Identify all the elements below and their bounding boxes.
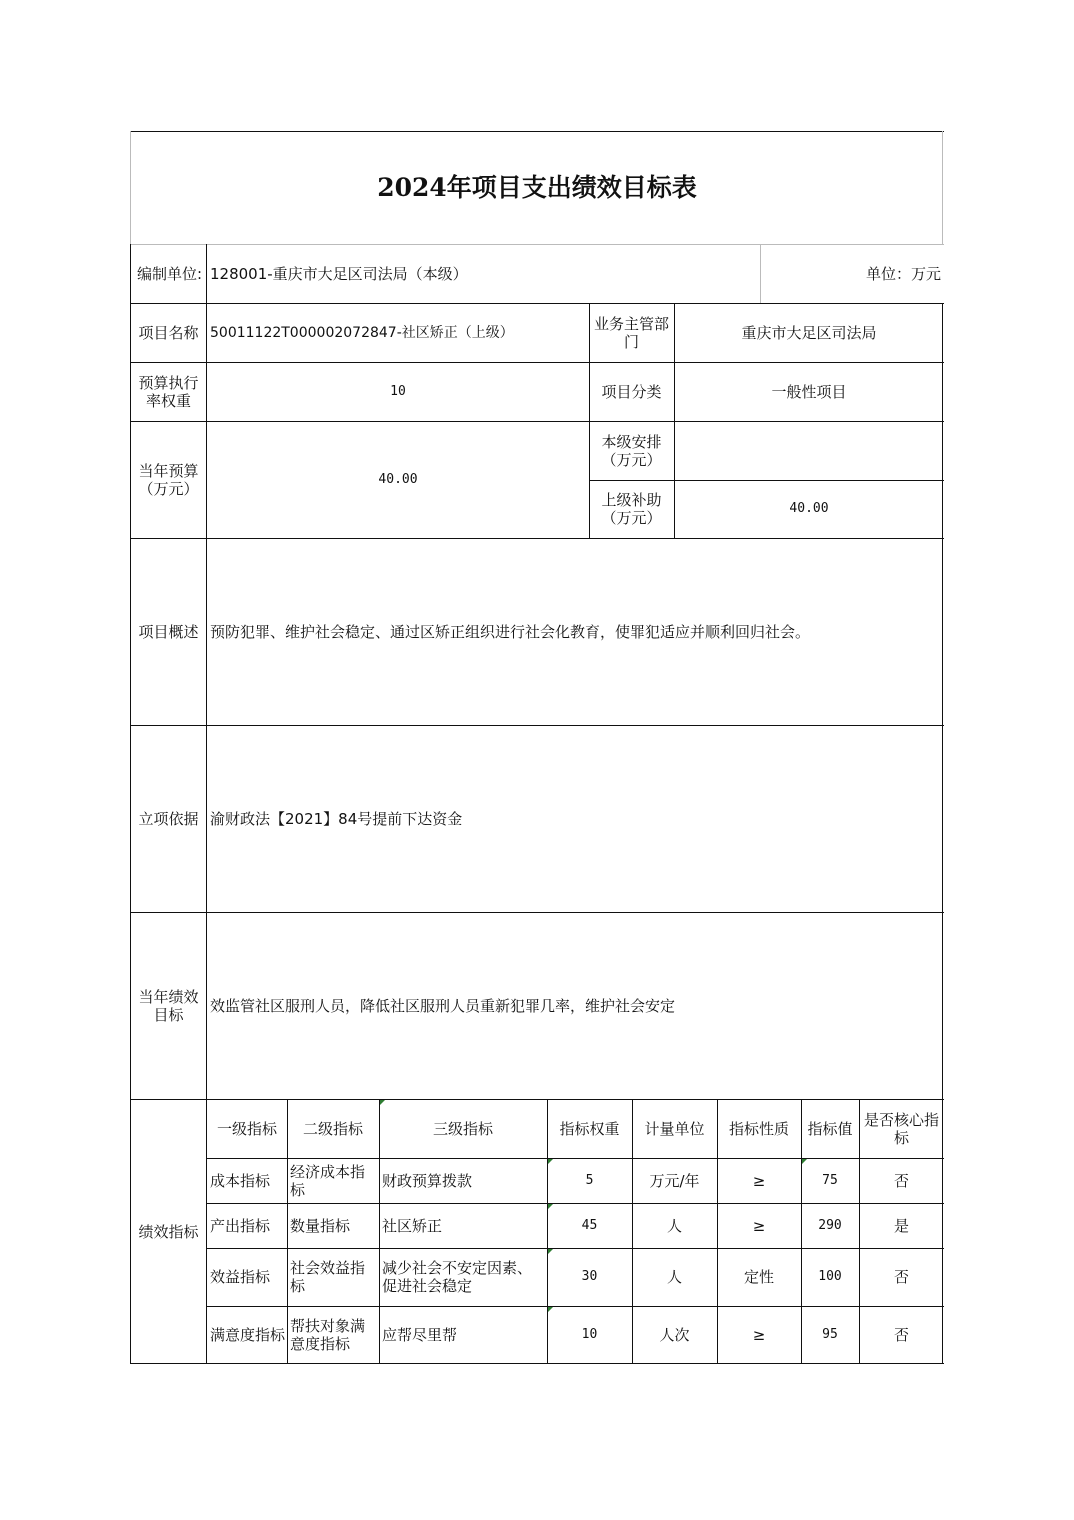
indicator-row3-unit: 人: [666, 1268, 682, 1286]
performance-target-sheet: [130, 131, 944, 1364]
indicators-label: 绩效指标: [138, 1222, 199, 1241]
grid-line: [130, 244, 131, 1364]
indicator-row3-core: 否: [893, 1268, 909, 1286]
indicator-header-level2: 二级指标: [302, 1119, 363, 1138]
indicator-row1-core: 否: [893, 1171, 909, 1190]
overview-label: 项目概述: [138, 622, 199, 641]
indicator-row1-level2: 经济成本指标: [290, 1162, 366, 1199]
indicator-header-unit: 计量单位: [644, 1119, 705, 1138]
indicator-row3-level3: 减少社会不安定因素、促进社会稳定: [382, 1259, 533, 1295]
grid-line: [801, 1099, 802, 1364]
supervising-dept-label: 业务主管部门: [593, 314, 669, 351]
grid-line: [717, 1099, 718, 1364]
grid-line: [130, 244, 944, 245]
grid-line: [130, 303, 944, 304]
grid-line: [207, 1248, 944, 1249]
indicator-row4-level2: 帮扶对象满意度指标: [290, 1317, 366, 1353]
grid-line: [130, 1363, 944, 1364]
grid-line: [130, 538, 944, 539]
grid-line: [130, 131, 944, 132]
indicator-row3-level2: 社会效益指标: [290, 1259, 366, 1295]
grid-line: [130, 131, 131, 244]
indicator-row1-nature: ≥: [752, 1171, 766, 1190]
compiling-unit-label: 编制单位:: [137, 264, 203, 283]
local-arrangement-value: [674, 421, 944, 480]
grid-line: [207, 1306, 944, 1307]
grid-line: [589, 303, 590, 538]
indicator-header-level3: 三级指标: [432, 1119, 493, 1138]
project-name-value: 50011122T000002072847-社区矫正（上级）: [210, 324, 514, 341]
indicator-row4-level3: 应帮尽里帮: [382, 1326, 458, 1344]
superior-subsidy-value: 40.00: [789, 501, 829, 516]
superior-subsidy-label: 上级补助（万元）: [601, 491, 662, 527]
indicator-row1-level3: 财政预算拨款: [382, 1171, 473, 1190]
indicator-row3-value: 100: [818, 1269, 842, 1284]
project-category-label: 项目分类: [601, 382, 662, 401]
basis-value: 渝财政法【2021】84号提前下达资金: [210, 809, 463, 828]
grid-line: [130, 725, 944, 726]
grid-line: [942, 131, 943, 244]
indicator-row2-core: 是: [893, 1216, 909, 1235]
indicator-row1-unit: 万元/年: [649, 1171, 700, 1190]
grid-line: [207, 1158, 944, 1159]
local-arrangement-label: 本级安排（万元）: [601, 432, 662, 469]
grid-line: [206, 244, 207, 1364]
cell-marker: [548, 1159, 553, 1164]
overview-value: 预防犯罪、维护社会稳定、通过区矫正组织进行社会化教育，使罪犯适应并顺利回归社会。: [210, 622, 811, 641]
compiling-unit-value: 128001-重庆市大足区司法局（本级）: [210, 264, 468, 283]
annual-budget-value: 40.00: [378, 471, 418, 487]
indicator-row2-level1: 产出指标: [210, 1216, 271, 1235]
indicator-row3-weight: 30: [581, 1269, 598, 1284]
grid-line: [760, 244, 761, 303]
grid-line: [632, 1099, 633, 1364]
indicator-row2-level2: 数量指标: [290, 1216, 351, 1235]
cell-marker: [548, 1249, 553, 1254]
supervising-dept-value: 重庆市大足区司法局: [741, 323, 877, 342]
indicator-row4-weight: 10: [581, 1327, 598, 1342]
cell-marker: [802, 1159, 807, 1164]
page-title: 2024年项目支出绩效目标表: [377, 172, 697, 202]
grid-line: [130, 362, 944, 363]
indicator-row4-nature: ≥: [752, 1326, 766, 1344]
indicator-row2-nature: ≥: [752, 1216, 766, 1235]
indicator-row1-weight: 5: [585, 1172, 594, 1188]
indicator-row1-level1: 成本指标: [210, 1171, 271, 1190]
basis-label: 立项依据: [138, 809, 199, 828]
grid-line: [674, 303, 675, 538]
indicator-row1-value: 75: [822, 1172, 838, 1188]
annual-goal-label: 当年绩效目标: [138, 987, 199, 1024]
indicator-row2-value: 290: [818, 1217, 842, 1233]
indicator-row2-level3: 社区矫正: [382, 1216, 443, 1235]
project-name-label: 项目名称: [138, 323, 199, 342]
indicator-row2-unit: 人: [666, 1216, 682, 1235]
grid-line: [207, 1203, 944, 1204]
cell-marker: [380, 1100, 385, 1105]
grid-line: [859, 1099, 860, 1364]
indicator-header-core: 是否核心指标: [863, 1110, 939, 1147]
indicator-row2-weight: 45: [581, 1217, 598, 1233]
indicator-header-weight: 指标权重: [559, 1119, 620, 1138]
grid-line: [547, 1099, 548, 1364]
grid-line: [379, 1099, 380, 1364]
budget-weight-value: 10: [390, 383, 406, 399]
cell-marker: [548, 1307, 553, 1312]
indicator-header-value: 指标值: [807, 1119, 853, 1138]
indicator-header-nature: 指标性质: [728, 1119, 789, 1138]
budget-weight-label: 预算执行率权重: [138, 373, 199, 410]
grid-line: [589, 480, 944, 481]
project-category-value: 一般性项目: [771, 382, 847, 401]
grid-line: [130, 912, 944, 913]
indicator-row4-value: 95: [822, 1327, 838, 1342]
cell-marker: [548, 1204, 553, 1209]
grid-line: [287, 1099, 288, 1364]
indicator-row3-nature: 定性: [743, 1268, 774, 1286]
grid-line: [942, 303, 943, 1364]
indicator-header-level1: 一级指标: [216, 1119, 277, 1138]
grid-line: [130, 421, 944, 422]
annual-budget-label: 当年预算（万元）: [138, 461, 199, 498]
indicator-row4-level1: 满意度指标: [210, 1326, 286, 1344]
indicator-row4-core: 否: [893, 1326, 909, 1344]
indicator-row3-level1: 效益指标: [210, 1268, 271, 1286]
currency-unit: 单位：万元: [865, 264, 941, 283]
annual-goal-value: 效监管社区服刑人员，降低社区服刑人员重新犯罪几率，维护社会安定: [210, 996, 676, 1015]
grid-line: [130, 1099, 944, 1100]
indicator-row4-unit: 人次: [659, 1326, 690, 1344]
